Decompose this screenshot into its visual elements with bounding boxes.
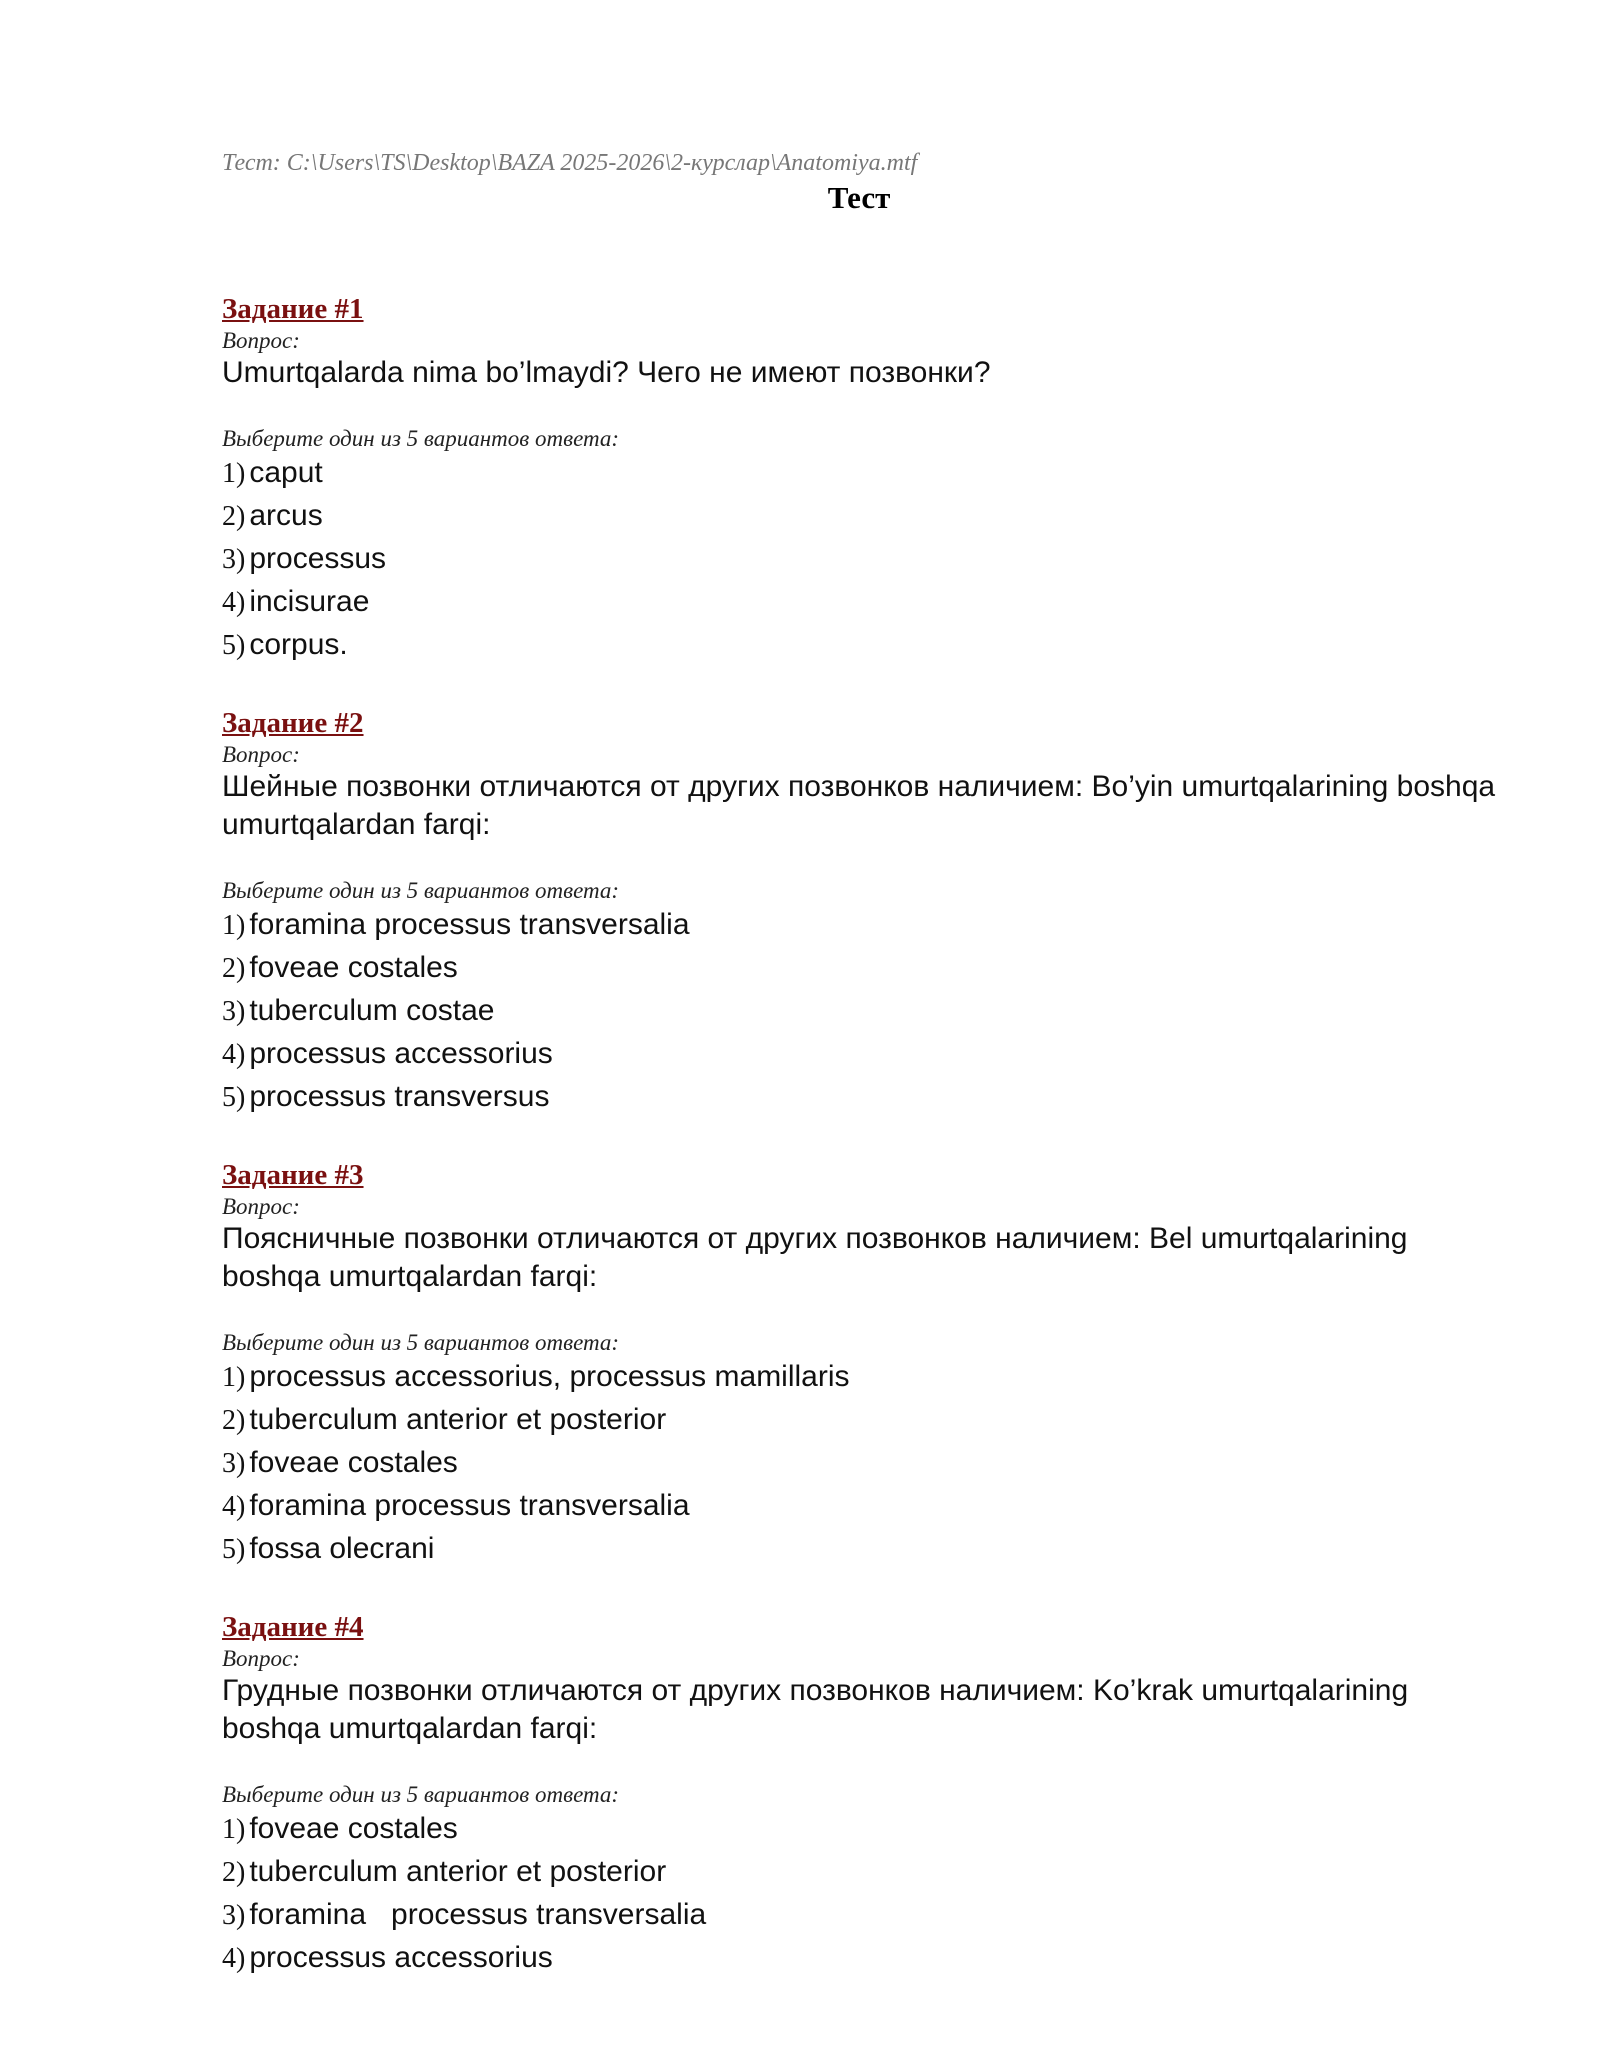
option-text: foramina processus transversalia: [249, 1898, 707, 1931]
option-number: 2): [222, 1405, 246, 1436]
answer-option: [222, 1939, 1512, 1982]
question-label: Вопрос:: [222, 328, 300, 353]
option-number: 3): [222, 544, 246, 575]
task-title: Задание #2: [222, 707, 364, 739]
option-text: caput: [249, 456, 323, 489]
answer-option: [222, 1401, 1512, 1444]
option-number: 2): [222, 501, 246, 532]
option-number: 4): [222, 1039, 246, 1070]
option-text: tuberculum costae: [249, 994, 495, 1027]
option-number: 2): [222, 1857, 246, 1888]
option-number: 1): [222, 1814, 246, 1845]
option-number: 1): [222, 910, 246, 941]
task-4: [222, 1609, 1512, 1982]
option-text: processus transversus: [249, 1080, 550, 1113]
task-title: Задание #4: [222, 1611, 364, 1643]
answer-option: [222, 497, 1512, 540]
option-number: 3): [222, 1448, 246, 1479]
option-number: 1): [222, 1362, 246, 1393]
option-text: foramina processus transversalia: [249, 1489, 690, 1522]
answer-instructions: Выберите один из 5 вариантов ответа:: [222, 1330, 620, 1355]
option-number: 2): [222, 953, 246, 984]
answer-option: [222, 626, 1512, 669]
question-text: Umurtqalarda nima bo’lmaydi? Чего не имеют позвонки?: [222, 356, 991, 389]
answer-options: [222, 1358, 1512, 1573]
option-number: 1): [222, 458, 246, 489]
question-text: Поясничные позвонки отличаются от других позвонков наличием: Bel umurtqalarining boshqa umurtqalardan farqi:: [222, 1222, 1408, 1293]
task-3: [222, 1157, 1512, 1573]
option-number: 4): [222, 587, 246, 618]
option-text: processus accessorius: [249, 1037, 553, 1070]
option-text: tuberculum anterior et posterior: [249, 1403, 667, 1436]
option-text: foveae costales: [249, 1446, 458, 1479]
task-1: [222, 291, 1512, 669]
answer-instructions: Выберите один из 5 вариантов ответа:: [222, 878, 620, 903]
answer-option: [222, 1853, 1512, 1896]
answer-option: [222, 1810, 1512, 1853]
option-number: 3): [222, 1900, 246, 1931]
option-number: 5): [222, 1534, 246, 1565]
option-text: processus accessorius, processus mamillaris: [249, 1360, 850, 1393]
answer-options: [222, 454, 1512, 669]
option-text: incisurae: [249, 585, 370, 618]
task-title: Задание #3: [222, 1159, 364, 1191]
question-text: Грудные позвонки отличаются от других позвонков наличием: Ko’krak umurtqalarining boshqa umurtqalardan farqi:: [222, 1674, 1409, 1745]
option-text: processus accessorius: [249, 1941, 553, 1974]
answer-option: [222, 906, 1512, 949]
answer-option: [222, 1078, 1512, 1121]
option-number: 3): [222, 996, 246, 1027]
option-text: arcus: [249, 499, 323, 532]
option-text: foramina processus transversalia: [249, 908, 690, 941]
answer-options: [222, 906, 1512, 1121]
option-text: foveae costales: [249, 951, 458, 984]
answer-instructions: Выберите один из 5 вариантов ответа:: [222, 1782, 620, 1807]
answer-option: [222, 1896, 1512, 1939]
file-path-header: Тест: C:\Users\TS\Desktop\BAZA 2025-2026\2-курслар\Anatomiya.mtf: [222, 150, 918, 176]
answer-options: [222, 1810, 1512, 1982]
answer-option: [222, 540, 1512, 583]
answer-option: [222, 1444, 1512, 1487]
answer-option: [222, 583, 1512, 626]
option-text: corpus.: [249, 628, 348, 661]
answer-option: [222, 949, 1512, 992]
question-text: Шейные позвонки отличаются от других позвонков наличием: Bo’yin umurtqalarining boshqa umurtqalardan farqi:: [222, 770, 1496, 841]
option-text: fossa olecrani: [249, 1532, 435, 1565]
option-text: processus: [249, 542, 387, 575]
answer-option: [222, 1358, 1512, 1401]
answer-instructions: Выберите один из 5 вариантов ответа:: [222, 426, 620, 451]
answer-option: [222, 1530, 1512, 1573]
option-number: 4): [222, 1491, 246, 1522]
task-2: [222, 705, 1512, 1121]
answer-option: [222, 454, 1512, 497]
answer-option: [222, 992, 1512, 1035]
question-label: Вопрос:: [222, 742, 300, 767]
question-label: Вопрос:: [222, 1646, 300, 1671]
option-number: 5): [222, 1082, 246, 1113]
option-number: 4): [222, 1943, 246, 1974]
option-text: foveae costales: [249, 1812, 458, 1845]
document-title: Тест: [827, 180, 891, 215]
answer-option: [222, 1487, 1512, 1530]
task-title: Задание #1: [222, 293, 364, 325]
answer-option: [222, 1035, 1512, 1078]
task-list: [222, 291, 1512, 2018]
option-text: tuberculum anterior et posterior: [249, 1855, 667, 1888]
option-number: 5): [222, 630, 246, 661]
question-label: Вопрос:: [222, 1194, 300, 1219]
